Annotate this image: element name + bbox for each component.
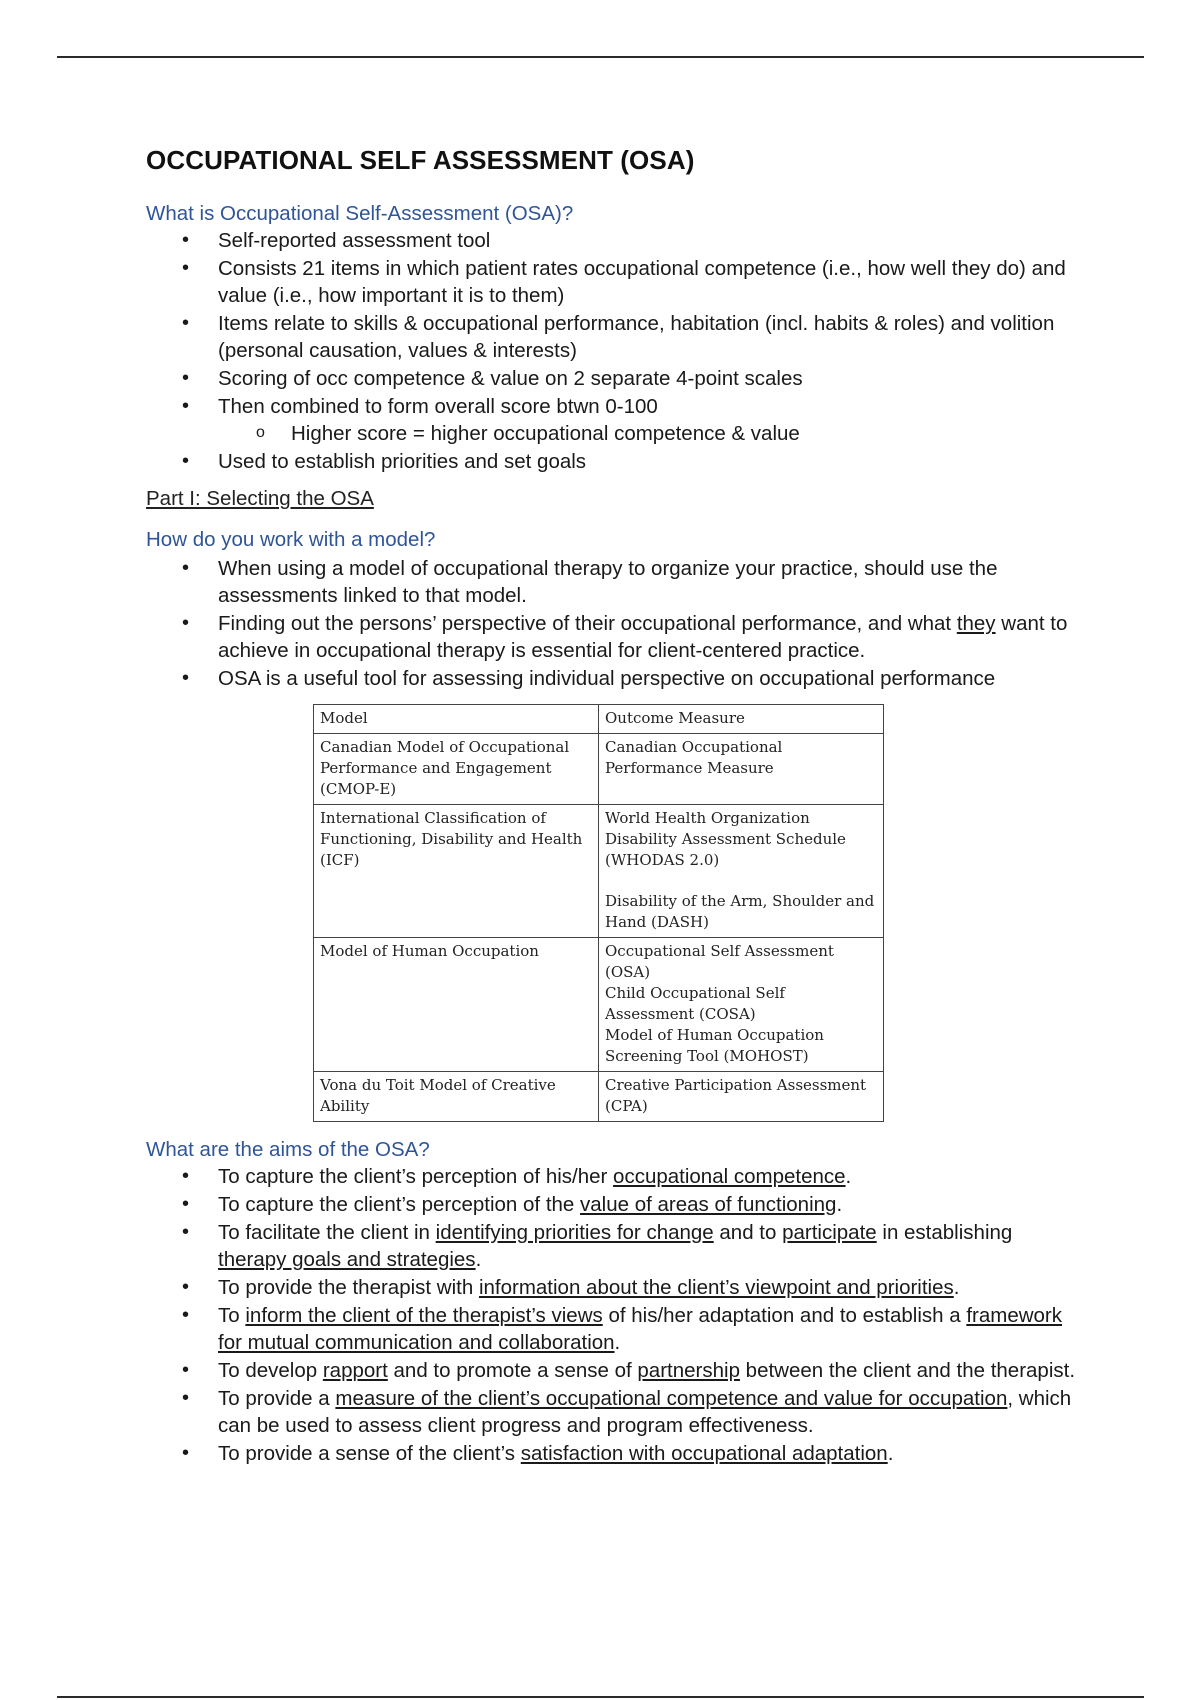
- list-item: • Used to establish priorities and set goals: [146, 448, 1076, 475]
- text-run: and to promote a sense of: [387, 1359, 638, 1382]
- table-row: [314, 805, 884, 938]
- table-cell-measure: Canadian Occupational Performance Measure: [599, 734, 884, 805]
- text-run: To provide a: [218, 1387, 336, 1410]
- underlined-text: participate: [782, 1221, 877, 1244]
- underlined-text: satisfaction with occupational adaptation: [520, 1442, 888, 1465]
- bottom-rule: [57, 1696, 1144, 1698]
- text-run: .: [836, 1193, 843, 1216]
- list-item: [146, 610, 1076, 664]
- section-heading-model: How do you work with a model?: [146, 528, 436, 551]
- text-run: .: [475, 1248, 482, 1271]
- table-cell-measure: Creative Participation Assessment (CPA): [599, 1072, 884, 1122]
- model-outcome-table: [313, 704, 884, 1122]
- list-item: [146, 1191, 1076, 1218]
- text-run: To provide the therapist with: [218, 1276, 479, 1299]
- list-item: [146, 1302, 1076, 1356]
- text-run: in establishing: [876, 1221, 1013, 1244]
- list-item: [146, 1357, 1076, 1384]
- text-run: To capture the client’s perception of his/her: [218, 1165, 614, 1188]
- text-run: .: [887, 1442, 894, 1465]
- text-run: To: [218, 1304, 246, 1327]
- aims-list: [146, 1163, 1076, 1467]
- list-item: [146, 393, 1076, 447]
- list-item: [146, 1219, 1076, 1273]
- underlined-text: therapy goals and strategies: [218, 1248, 476, 1271]
- text-run: .: [953, 1276, 960, 1299]
- text-run: , which can be used to assess client progress and program effectiveness.: [218, 1387, 1072, 1437]
- underlined-text: occupational competence: [613, 1165, 846, 1188]
- list-item: • OSA is a useful tool for assessing individual perspective on occupational performance: [146, 665, 1076, 692]
- model-list: [146, 555, 1076, 692]
- text-run: Finding out the persons’ perspective of their occupational performance, and what: [218, 612, 957, 635]
- text-run: To provide a sense of the client’s: [218, 1442, 521, 1465]
- table-cell-model: International Classification of Functioning, Disability and Health (ICF): [314, 805, 599, 938]
- part-heading: Part I: Selecting the OSA: [146, 487, 374, 510]
- text-run: of his/her adaptation and to establish a: [602, 1304, 967, 1327]
- section-heading-what-is-osa: What is Occupational Self-Assessment (OSA)?: [146, 202, 574, 225]
- measure-entry: Occupational Self Assessment (OSA): [605, 942, 834, 981]
- table-cell-model: Vona du Toit Model of Creative Ability: [314, 1072, 599, 1122]
- underlined-text: value of areas of functioning: [580, 1193, 837, 1216]
- measure-entry: Child Occupational Self Assessment (COSA): [605, 984, 785, 1023]
- list-item: • When using a model of occupational therapy to organize your practice, should use the assessments linked to that model.: [146, 555, 1076, 609]
- list-item: • Items relate to skills & occupational performance, habitation (incl. habits & roles) and volition (personal causation, values & interests): [146, 310, 1076, 364]
- text-run: between the client and the therapist.: [739, 1359, 1076, 1382]
- underlined-text: rapport: [322, 1359, 388, 1382]
- table-cell-measure: [599, 938, 884, 1072]
- list-item: [146, 1440, 1076, 1467]
- text-run: .: [614, 1331, 621, 1354]
- text-run: To facilitate the client in: [218, 1221, 436, 1244]
- table-row: [314, 1072, 884, 1122]
- table-header-cell: Model: [314, 705, 599, 734]
- list-item-text: Then combined to form overall score btwn 0-100: [218, 395, 658, 418]
- underlined-text: they: [956, 612, 996, 635]
- underlined-text: information about the client’s viewpoint and priorities: [478, 1276, 954, 1299]
- table-row: [314, 734, 884, 805]
- table-header-cell: Outcome Measure: [599, 705, 884, 734]
- text-run: To develop: [218, 1359, 323, 1382]
- table-row: [314, 938, 884, 1072]
- section-heading-aims: What are the aims of the OSA?: [146, 1138, 430, 1161]
- list-item: • Self-reported assessment tool: [146, 227, 1076, 254]
- underlined-text: identifying priorities for change: [435, 1221, 714, 1244]
- measure-entry: World Health Organization Disability Assessment Schedule (WHODAS 2.0): [605, 809, 846, 869]
- top-rule: [57, 56, 1144, 58]
- list-item: [146, 1274, 1076, 1301]
- table-header-row: [314, 705, 884, 734]
- table-cell-measure: [599, 805, 884, 938]
- page-title: OCCUPATIONAL SELF ASSESSMENT (OSA): [146, 145, 695, 175]
- list-item: [146, 1385, 1076, 1439]
- what-is-osa-list: [146, 227, 1076, 475]
- underlined-text: inform the client of the therapist’s views: [245, 1304, 603, 1327]
- measure-entry: Model of Human Occupation Screening Tool (MOHOST): [605, 1026, 824, 1065]
- list-item: [146, 1163, 1076, 1190]
- sub-list: [218, 420, 1076, 447]
- measure-entry: Disability of the Arm, Shoulder and Hand (DASH): [605, 892, 875, 931]
- table-cell-model: Canadian Model of Occupational Performance and Engagement (CMOP-E): [314, 734, 599, 805]
- text-run: .: [845, 1165, 852, 1188]
- underlined-text: measure of the client’s occupational competence and value for occupation: [335, 1387, 1008, 1410]
- list-item: • Scoring of occ competence & value on 2 separate 4-point scales: [146, 365, 1076, 392]
- underlined-text: framework for mutual communication and collaboration: [218, 1304, 1063, 1354]
- text-run: and to: [713, 1221, 783, 1244]
- table-cell-model: Model of Human Occupation: [314, 938, 599, 1072]
- list-item: • Consists 21 items in which patient rates occupational competence (i.e., how well they do) and value (i.e., how important it is to them): [146, 255, 1076, 309]
- underlined-text: partnership: [637, 1359, 740, 1382]
- text-run: want to achieve in occupational therapy is essential for client-centered practice.: [218, 612, 1068, 662]
- text-run: To capture the client’s perception of the: [218, 1193, 581, 1216]
- sub-list-item: o Higher score = higher occupational competence & value: [146, 420, 1076, 447]
- document-body: [146, 145, 1076, 1468]
